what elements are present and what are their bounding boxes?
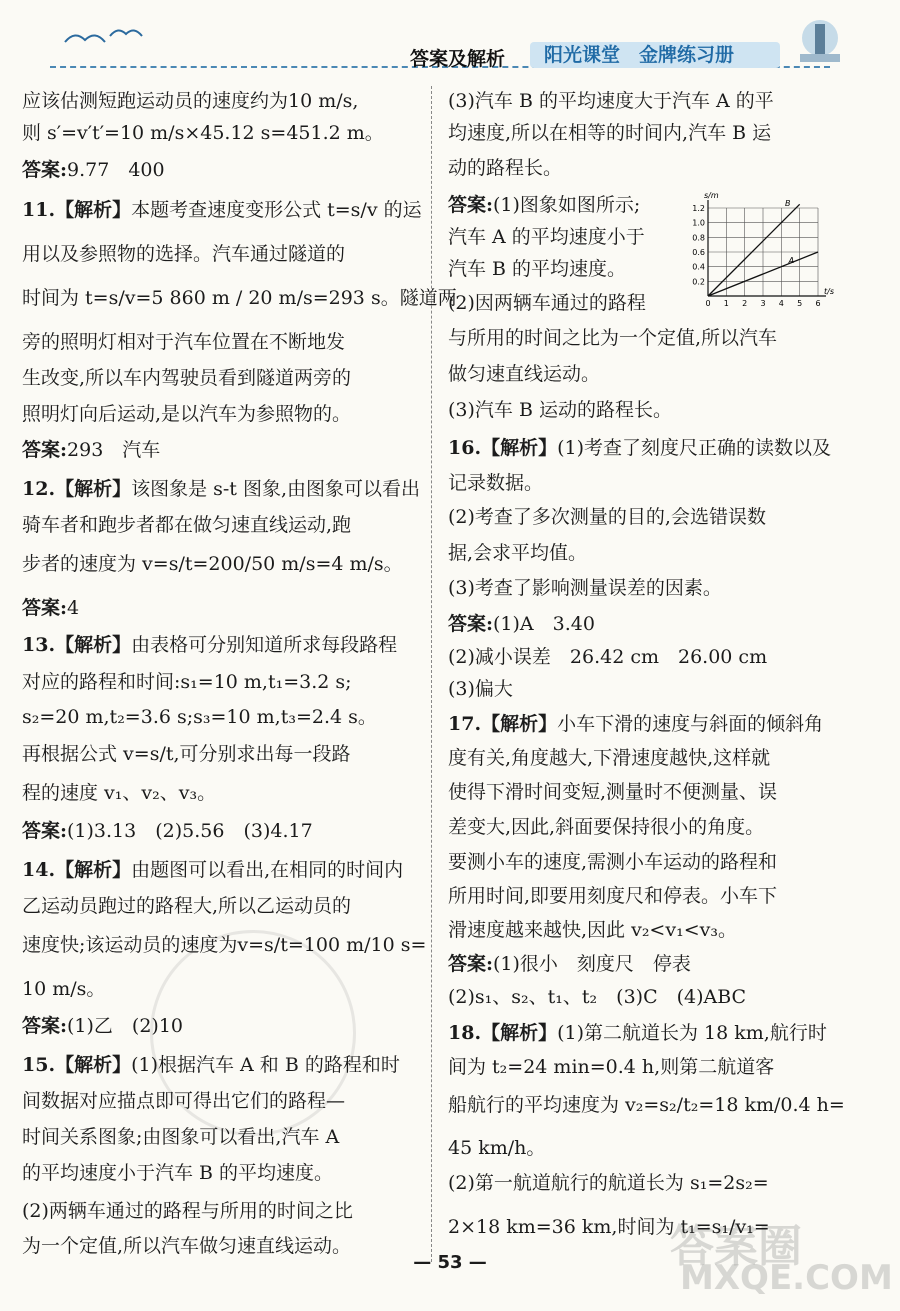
- line-text: 10 m/s。: [22, 978, 106, 1000]
- left-line-26: [22, 1052, 400, 1078]
- right-line-8: [448, 325, 777, 351]
- left-line-28: [22, 1124, 339, 1150]
- page-header: [20, 14, 880, 76]
- analysis-tag: 【解析】: [55, 1054, 132, 1076]
- line-text: (2)第一航道航行的航道长为 s₁=2s₂=: [448, 1172, 769, 1194]
- analysis-tag: 【解析】: [481, 713, 558, 735]
- answer-label: 答案:: [448, 613, 494, 635]
- line-text: 的平均速度小于汽车 B 的平均速度。: [22, 1162, 334, 1184]
- right-line-23: [448, 849, 777, 875]
- left-line-20: [22, 818, 313, 844]
- analysis-tag: 【解析】: [55, 199, 132, 221]
- analysis-tag: 【解析】: [55, 478, 132, 500]
- left-line-4: [22, 197, 422, 223]
- line-text: (2)减小误差 26.42 cm 26.00 cm: [448, 646, 768, 668]
- left-line-5: [22, 241, 345, 267]
- left-line-14: [22, 595, 79, 621]
- answer-label: 答案:: [22, 597, 68, 619]
- left-line-9: [22, 401, 351, 427]
- line-text: (1)A 3.40: [493, 613, 595, 635]
- line-text: 本题考查速度变形公式 t=s/v 的运: [131, 199, 422, 221]
- header-right-title: 阳光课堂 金牌练习册: [530, 42, 780, 68]
- x-tick-label: 0: [705, 299, 711, 308]
- left-line-3: [22, 157, 165, 183]
- line-text: (1)乙 (2)10: [67, 1015, 184, 1037]
- answer-label: 答案:: [22, 1015, 68, 1037]
- line-text: (3)考查了影响测量误差的因素。: [448, 577, 722, 599]
- line-text: 间数据对应描点即可得出它们的路程—: [22, 1090, 346, 1112]
- line-text: 为一个定值,所以汽车做匀速直线运动。: [22, 1235, 352, 1257]
- line-text: 9.77 400: [67, 159, 165, 181]
- line-text: 4: [67, 597, 80, 619]
- right-line-21: [448, 779, 777, 805]
- line-text: 骑车者和跑步者都在做匀速直线运动,跑: [22, 514, 352, 536]
- line-text: 做匀速直线运动。: [448, 363, 601, 385]
- left-line-21: [22, 857, 403, 883]
- question-number: 15.: [22, 1054, 56, 1076]
- left-line-23: [22, 932, 426, 958]
- answer-label: 答案:: [22, 159, 68, 181]
- x-tick-label: 5: [797, 299, 803, 308]
- right-line-24: [448, 883, 777, 909]
- line-text: 45 km/h。: [448, 1137, 546, 1159]
- left-line-31: [22, 1233, 351, 1259]
- line-text: 步者的速度为 v=s/t=200/50 m/s=4 m/s。: [22, 553, 403, 575]
- right-line-22: [448, 814, 764, 840]
- line-text: 差变大,因此,斜面要保持很小的角度。: [448, 816, 765, 838]
- line-text: 生改变,所以车内驾驶员看到隧道两旁的: [22, 367, 352, 389]
- left-line-18: [22, 741, 351, 767]
- header-left-title: 答案及解析: [410, 48, 506, 70]
- left-line-6: [22, 285, 457, 311]
- right-line-13: [448, 504, 766, 530]
- y-tick-label: 0.8: [692, 233, 705, 243]
- line-text: (1)考查了刻度尺正确的读数以及: [557, 437, 831, 459]
- left-line-19: [22, 780, 216, 806]
- right-line-5: [448, 224, 645, 250]
- line-text: (1)图象如图所示;: [493, 194, 641, 216]
- line-text: (2)s₁、s₂、t₁、t₂ (3)C (4)ABC: [448, 986, 747, 1008]
- left-line-22: [22, 893, 351, 919]
- question-number: 16.: [448, 437, 482, 459]
- line-text: 用以及参照物的选择。汽车通过隧道的: [22, 243, 346, 265]
- answer-label: 答案:: [448, 194, 494, 216]
- line-text: s₂=20 m,t₂=3.6 s;s₃=10 m,t₃=2.4 s。: [22, 706, 377, 728]
- right-line-19: [448, 711, 823, 737]
- right-line-1: [448, 88, 774, 114]
- st-graph: [680, 191, 834, 321]
- line-text: 照明灯向后运动,是以汽车为参照物的。: [22, 403, 352, 425]
- x-tick-label: 3: [760, 299, 766, 308]
- left-line-30: [22, 1198, 353, 1224]
- left-line-27: [22, 1088, 345, 1114]
- line-text: 均速度,所以在相等的时间内,汽车 B 运: [448, 122, 772, 144]
- y-axis-label: s/m: [704, 191, 719, 200]
- line-text: 旁的照明灯相对于汽车位置在不断地发: [22, 331, 346, 353]
- left-line-16: [22, 669, 352, 695]
- lighthouse-icon: [780, 14, 860, 70]
- line-text: 速度快;该运动员的速度为v=s/t=100 m/10 s=: [22, 934, 427, 956]
- series-label-b: B: [785, 198, 791, 208]
- right-line-10: [448, 397, 672, 423]
- y-tick-label: 0.2: [692, 277, 705, 287]
- page-number: — 53 —: [413, 1252, 487, 1273]
- line-text: (2)因两辆车通过的路程: [448, 292, 646, 314]
- analysis-tag: 【解析】: [55, 859, 132, 881]
- watermark-url: MXQE.COM: [680, 1258, 893, 1298]
- line-text: 由题图可以看出,在相同的时间内: [131, 859, 404, 881]
- right-line-14: [448, 540, 587, 566]
- line-text: 程的速度 v₁、v₂、v₃。: [22, 782, 217, 804]
- line-text: 该图象是 s-t 图象,由图象可以看出: [131, 478, 421, 500]
- line-text: 汽车 A 的平均速度小于: [448, 226, 645, 248]
- y-tick-label: 0.4: [692, 262, 705, 272]
- left-line-12: [22, 512, 351, 538]
- analysis-tag: 【解析】: [481, 1022, 558, 1044]
- line-text: 应该估测短跑运动员的速度约为10 m/s,: [22, 90, 359, 112]
- line-text: 使得下滑时间变短,测量时不便测量、误: [448, 781, 778, 803]
- column-divider: [431, 86, 432, 1262]
- left-line-29: [22, 1160, 333, 1186]
- series-line-b: [708, 204, 800, 296]
- analysis-tag: 【解析】: [481, 437, 558, 459]
- question-number: 13.: [22, 634, 56, 656]
- right-line-33: [448, 1214, 770, 1240]
- right-line-3: [448, 155, 562, 181]
- left-line-25: [22, 1013, 183, 1039]
- question-number: 17.: [448, 713, 482, 735]
- right-line-15: [448, 575, 722, 601]
- line-text: 记录数据。: [448, 472, 544, 494]
- line-text: 要测小车的速度,需测小车运动的路程和: [448, 851, 778, 873]
- x-tick-label: 1: [723, 299, 729, 308]
- line-text: (3)偏大: [448, 678, 513, 700]
- watermark-logo: 答案圈: [670, 1221, 802, 1272]
- line-text: 所用时间,即要用刻度尺和停表。小车下: [448, 885, 778, 907]
- question-number: 11.: [22, 199, 56, 221]
- right-line-9: [448, 361, 600, 387]
- series-label-a: A: [788, 256, 795, 265]
- left-line-1: [22, 88, 358, 114]
- line-text: 间为 t₂=24 min=0.4 h,则第二航道客: [448, 1056, 775, 1078]
- line-text: 再根据公式 v=s/t,可分别求出每一段路: [22, 743, 351, 765]
- question-number: 12.: [22, 478, 56, 500]
- line-text: 乙运动员跑过的路程大,所以乙运动员的: [22, 895, 352, 917]
- right-line-25: [448, 917, 737, 943]
- right-line-28: [448, 1020, 827, 1046]
- question-number: 18.: [448, 1022, 482, 1044]
- line-text: (1)很小 刻度尺 停表: [493, 953, 691, 975]
- x-tick-label: 2: [742, 299, 748, 308]
- left-line-10: [22, 437, 160, 463]
- right-line-2: [448, 120, 771, 146]
- line-text: 据,会求平均值。: [448, 542, 588, 564]
- right-line-17: [448, 644, 767, 670]
- right-line-4: [448, 192, 640, 218]
- y-tick-label: 1.2: [692, 204, 705, 213]
- left-line-17: [22, 704, 377, 730]
- right-line-18: [448, 676, 513, 702]
- line-text: (1)3.13 (2)5.56 (3)4.17: [67, 820, 313, 842]
- answer-label: 答案:: [448, 953, 494, 975]
- right-line-6: [448, 256, 626, 282]
- line-text: 汽车 B 的平均速度。: [448, 258, 627, 280]
- line-text: (2)考查了多次测量的目的,会选错误数: [448, 506, 766, 528]
- left-line-2: [22, 120, 384, 146]
- left-line-15: [22, 632, 397, 658]
- line-text: 时间为 t=s/v=5 860 m / 20 m/s=293 s。隧道两: [22, 287, 457, 309]
- line-text: 度有关,角度越大,下滑速度越快,这样就: [448, 747, 771, 769]
- y-tick-label: 0.6: [692, 248, 705, 257]
- line-text: 滑速度越来越快,因此 v₂<v₁<v₃。: [448, 919, 737, 941]
- x-axis-label: t/s: [824, 287, 834, 296]
- line-text: (3)汽车 B 的平均速度大于汽车 A 的平: [448, 90, 774, 112]
- answer-label: 答案:: [22, 820, 68, 842]
- line-text: 船航行的平均速度为 v₂=s₂/t₂=18 km/0.4 h=: [448, 1094, 845, 1116]
- left-line-8: [22, 365, 351, 391]
- answer-label: 答案:: [22, 439, 68, 461]
- right-line-7: [448, 290, 646, 316]
- right-line-32: [448, 1170, 769, 1196]
- left-line-24: [22, 976, 105, 1002]
- right-line-11: [448, 435, 831, 461]
- line-text: 动的路程长。: [448, 157, 563, 179]
- seagull-icon: [60, 22, 150, 52]
- line-text: 时间关系图象;由图象可以看出,汽车 A: [22, 1126, 340, 1148]
- left-line-13: [22, 551, 403, 577]
- line-text: 293 汽车: [67, 439, 161, 461]
- left-line-11: [22, 476, 420, 502]
- left-line-7: [22, 329, 345, 355]
- line-text: 2×18 km=36 km,时间为 t₁=s₁/v₁=: [448, 1216, 770, 1238]
- line-text: 与所用的时间之比为一个定值,所以汽车: [448, 327, 778, 349]
- right-line-26: [448, 951, 691, 977]
- analysis-tag: 【解析】: [55, 634, 132, 656]
- right-line-30: [448, 1092, 845, 1118]
- line-text: (1)第二航道长为 18 km,航行时: [557, 1022, 827, 1044]
- line-text: (3)汽车 B 运动的路程长。: [448, 399, 672, 421]
- right-line-29: [448, 1054, 774, 1080]
- right-line-16: [448, 611, 595, 637]
- x-tick-label: 6: [815, 299, 821, 308]
- right-line-27: [448, 984, 746, 1010]
- right-line-12: [448, 470, 543, 496]
- line-text: (1)根据汽车 A 和 B 的路程和时: [131, 1054, 400, 1076]
- y-tick-label: 1.0: [692, 218, 705, 228]
- x-tick-label: 4: [778, 299, 784, 308]
- line-text: 小车下滑的速度与斜面的倾斜角: [557, 713, 824, 735]
- line-text: 对应的路程和时间:s₁=10 m,t₁=3.2 s;: [22, 671, 352, 693]
- question-number: 14.: [22, 859, 56, 881]
- line-text: 由表格可分别知道所求每段路程: [131, 634, 398, 656]
- right-line-20: [448, 745, 770, 771]
- right-line-31: [448, 1135, 545, 1161]
- line-text: 则 s′=v′t′=10 m/s×45.12 s=451.2 m。: [22, 122, 384, 144]
- line-text: (2)两辆车通过的路程与所用的时间之比: [22, 1200, 353, 1222]
